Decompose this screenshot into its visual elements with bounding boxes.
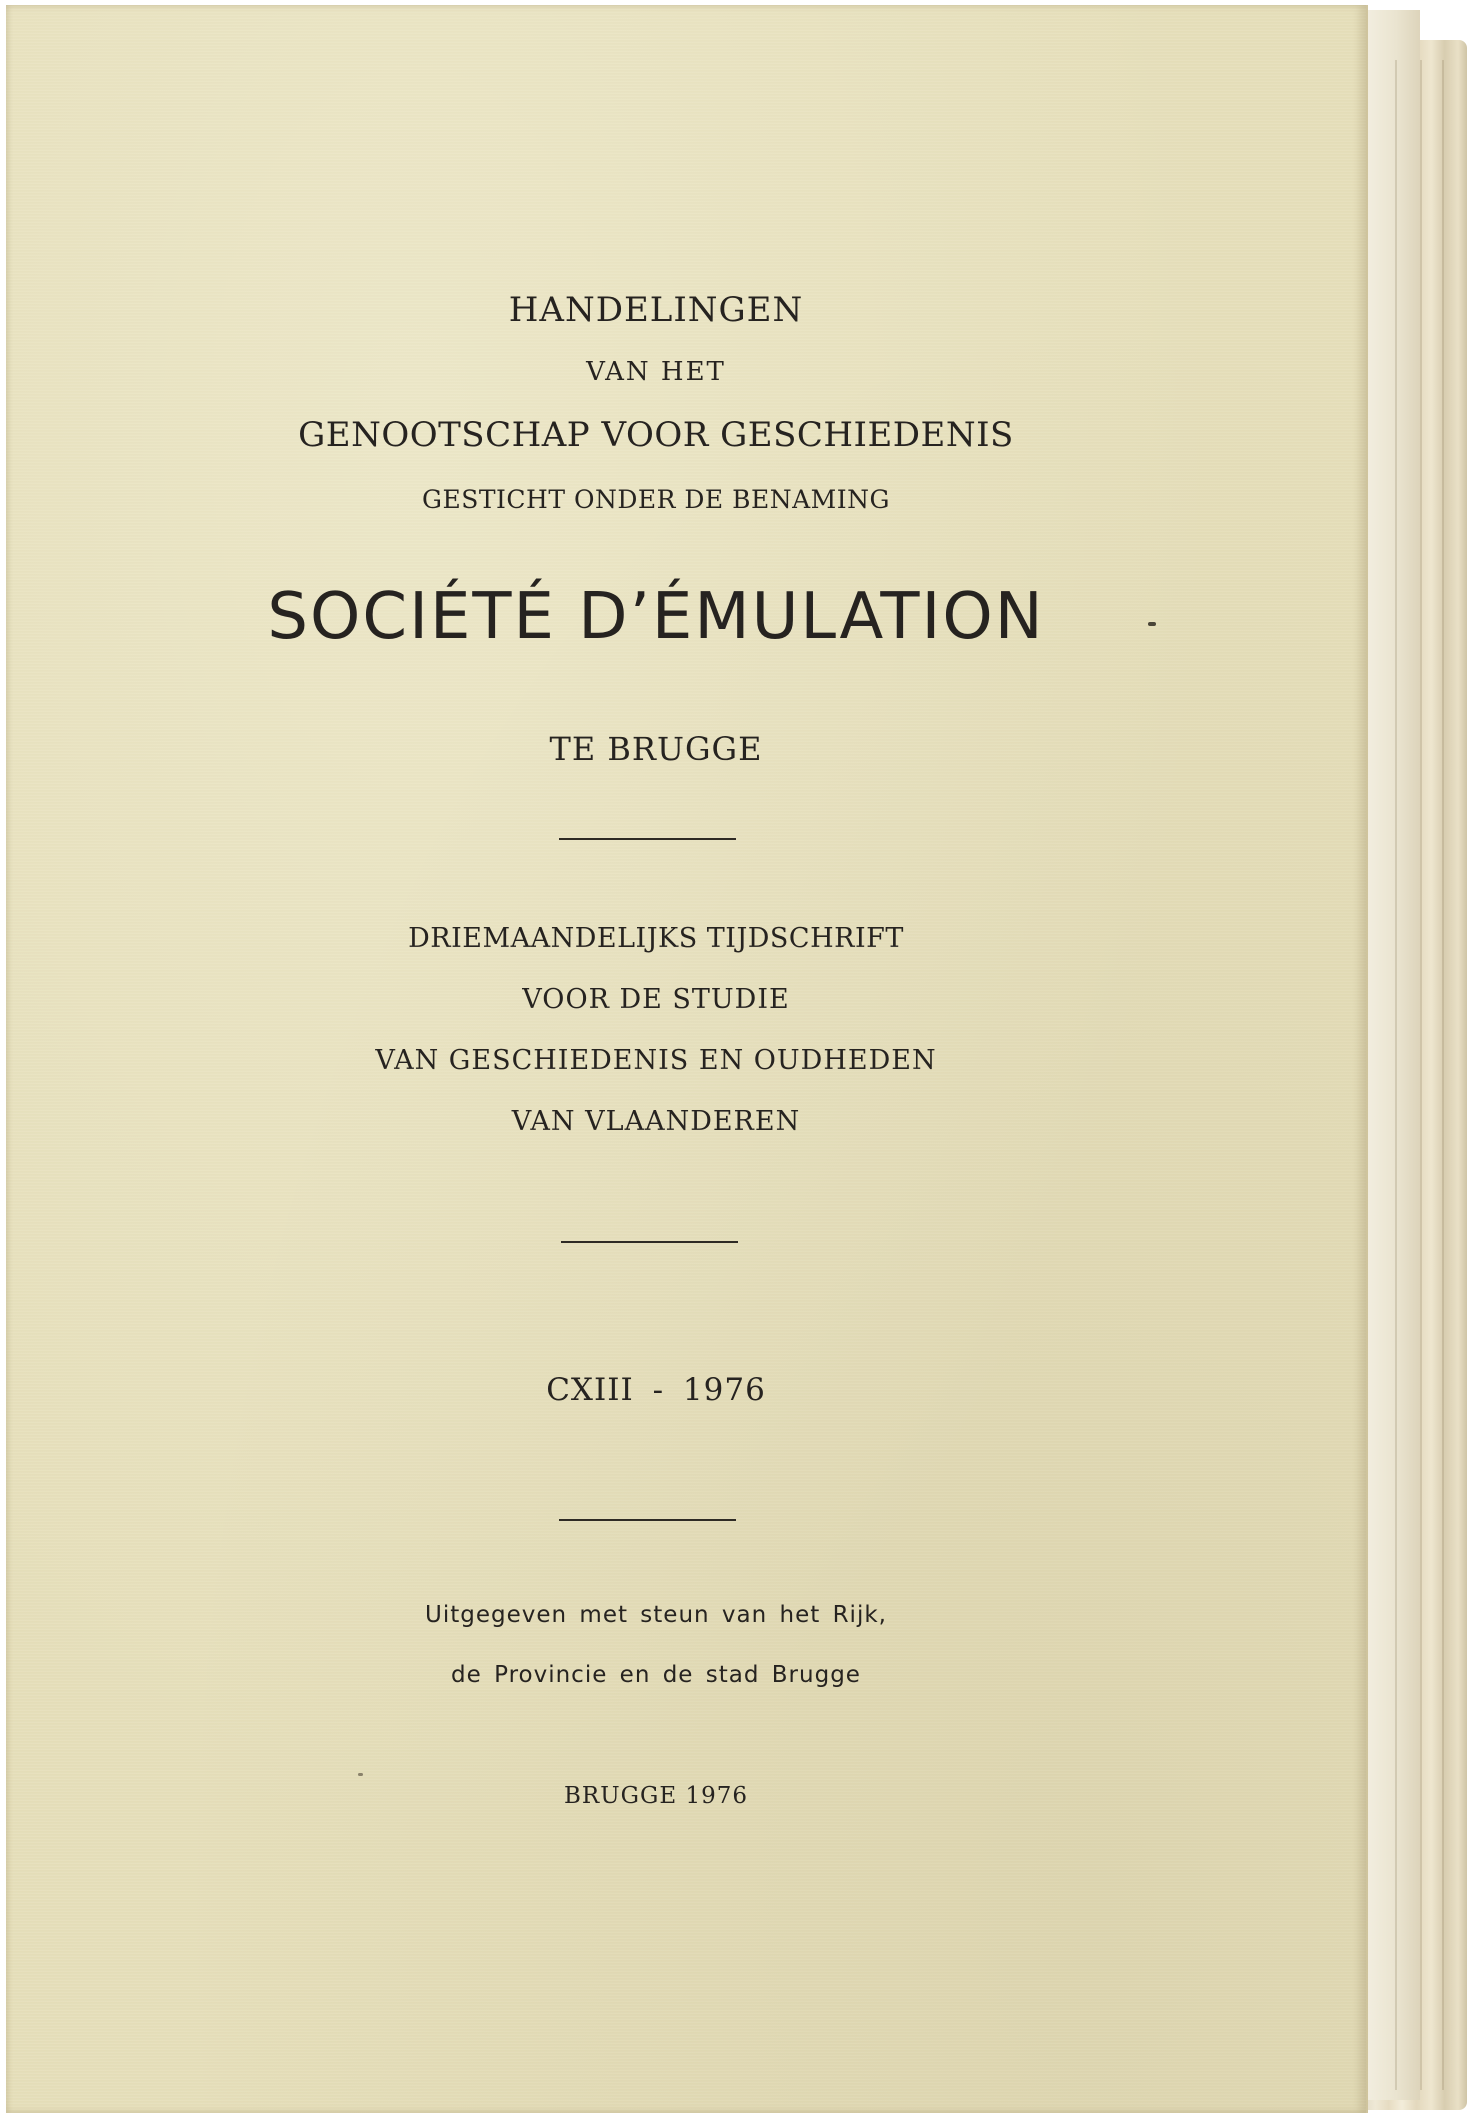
- divider-rule: [559, 838, 736, 840]
- page-edge-line: [1420, 60, 1422, 2090]
- subtitle-van-vlaanderen: VAN VLAANDEREN: [511, 1106, 801, 1137]
- divider-rule: [559, 1519, 736, 1521]
- page-edge-line: [1442, 60, 1444, 2090]
- title-te-brugge: TE BRUGGE: [549, 730, 763, 768]
- title-van-het: VAN HET: [586, 357, 726, 387]
- title-handelingen: HANDELINGEN: [508, 290, 804, 330]
- title-societe-d-emulation: SOCIÉTÉ D’ÉMULATION: [267, 580, 1045, 654]
- book-cover: [6, 5, 1368, 2113]
- imprint-place-year: BRUGGE 1976: [564, 1783, 748, 1809]
- subtitle-driemaandelijks: DRIEMAANDELIJKS TIJDSCHRIFT: [408, 923, 904, 954]
- divider-rule: [561, 1241, 738, 1243]
- subtitle-van-geschiedenis: VAN GESCHIEDENIS EN OUDHEDEN: [375, 1045, 937, 1076]
- page-edges-front: [1360, 10, 1420, 2100]
- subtitle-voor-de-studie: VOOR DE STUDIE: [522, 984, 790, 1015]
- publisher-note-line-2: de Provincie en de stad Brugge: [451, 1662, 861, 1688]
- volume-number: CXIII - 1976: [546, 1372, 766, 1408]
- title-gesticht: GESTICHT ONDER DE BENAMING: [422, 485, 890, 514]
- title-genootschap: GENOOTSCHAP VOOR GESCHIEDENIS: [298, 415, 1014, 455]
- ink-speck: [1148, 622, 1156, 626]
- publisher-note-line-1: Uitgegeven met steun van het Rijk,: [425, 1602, 887, 1628]
- page-edge-line: [1395, 60, 1397, 2090]
- paper-speck: [358, 1773, 363, 1776]
